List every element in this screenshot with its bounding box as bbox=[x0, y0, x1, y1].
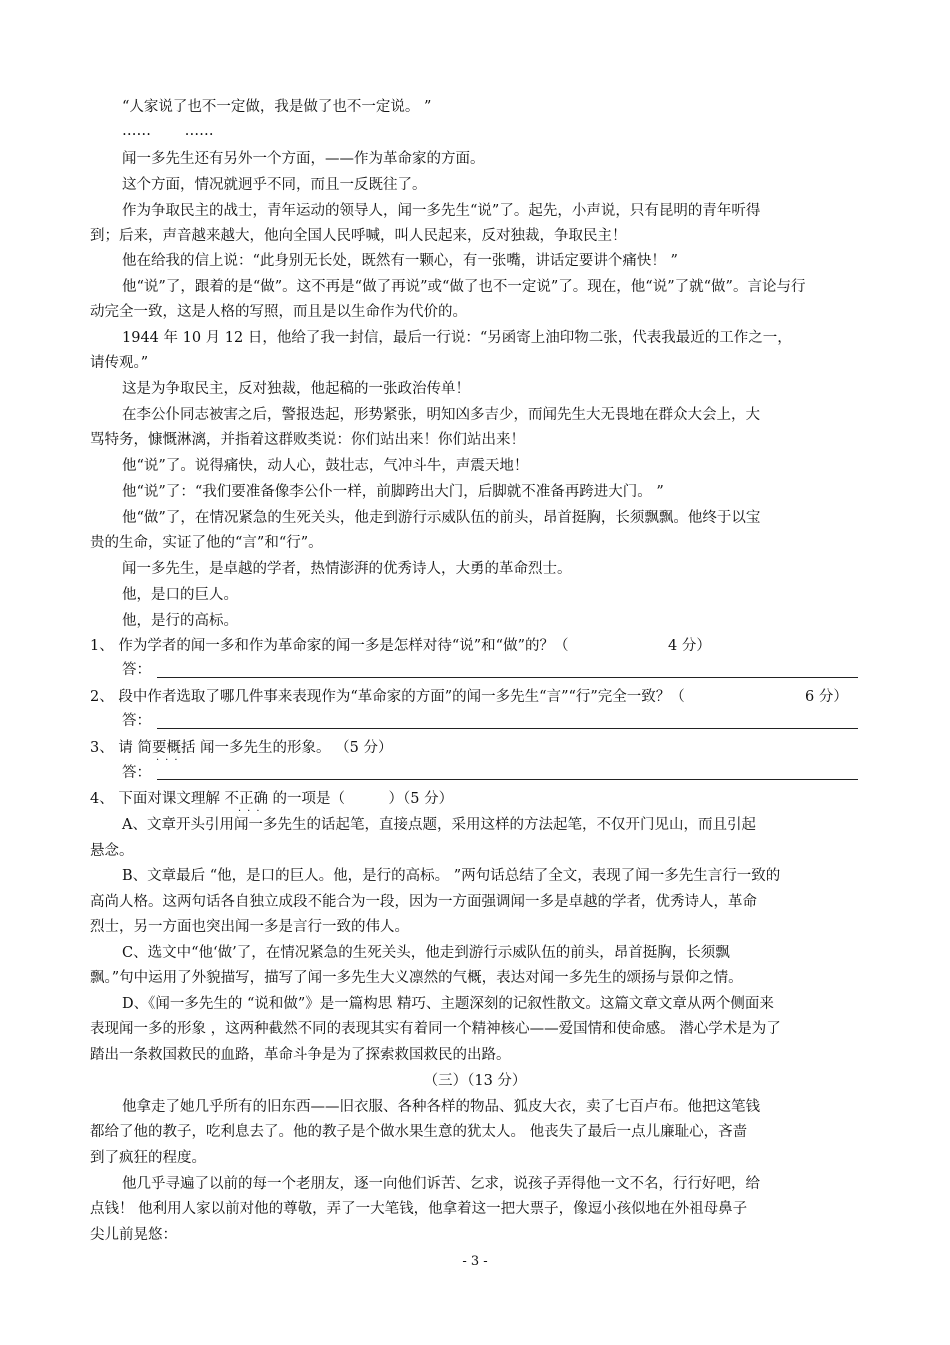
section3-line: 尖儿前晃悠： bbox=[90, 1227, 177, 1243]
passage-line: 请传观。” bbox=[90, 355, 149, 371]
section3-line: 他拿走了她几乎所有的旧东西——旧衣服、各种各样的物品、狐皮大衣，卖了七百卢布。他把这笔钱 bbox=[122, 1099, 760, 1115]
passage-line: 动完全一致，这是人格的写照，而且是以生命作为代价的。 bbox=[90, 304, 467, 320]
passage-line: 骂特务，慷慨淋漓，并指着这群败类说：你们站出来！你们站出来！ bbox=[90, 432, 525, 448]
passage-line: 这个方面，情况就迥乎不同，而且一反既往了。 bbox=[122, 177, 427, 193]
page-number: - 3 - bbox=[462, 1254, 488, 1269]
answer-line-2[interactable] bbox=[157, 728, 858, 729]
passage-line: 闻一多先生还有另外一个方面，——作为革命家的方面。 bbox=[122, 151, 485, 167]
passage-line: 他“做”了，在情况紧急的生死关头，他走到游行示威队伍的前头，昂首挺胸，长须飘飘。他终于以宝 bbox=[122, 510, 761, 526]
option-d-cont: 表现闻一多的形象 ，这两种截然不同的表现其实有着同一个精神核心——爱国情和使命感。 潜心学术是为了 bbox=[90, 1021, 781, 1037]
passage-line: 他“说”了。说得痛快，动人心，鼓壮志，气冲斗牛，声震天地！ bbox=[122, 458, 529, 474]
section3-line: 他几乎寻遍了以前的每一个老朋友，逐一向他们诉苦、乞求，说孩子弄得他一文不名，行行好吧，给 bbox=[122, 1176, 760, 1192]
option-c: C、选文中“他‘做’了，在情况紧急的生死关头，他走到游行示威队伍的前头，昂首挺胸，长须飘 bbox=[122, 945, 730, 961]
passage-line: 这是为争取民主，反对独裁，他起稿的一张政治传单！ bbox=[122, 381, 470, 397]
section-heading: （三）（13 分） bbox=[423, 1073, 527, 1089]
option-b-cont: 烈士，另一方面也突出闻一多是言行一致的伟人。 bbox=[90, 919, 409, 935]
passage-line: 作为争取民主的战士，青年运动的领导人，闻一多先生“说”了。起先，小声说，只有昆明的青年听得 bbox=[122, 203, 761, 219]
question-1: 1、 作为学者的闻一多和作为革命家的闻一多是怎样对待“说”和“做”的？（ bbox=[90, 638, 569, 654]
option-a: A、文章开头引用闻一多先生的话起笔，直接点题，采用这样的方法起笔，不仅开门见山，而且引起 bbox=[122, 817, 756, 833]
passage-line: 在李公仆同志被害之后，警报迭起，形势紧张，明知凶多吉少，而闻先生大无畏地在群众大会上，大 bbox=[122, 407, 760, 423]
question-4: 4、 下面对课文理解 不正确 的一项是（ ）（5 分） bbox=[90, 791, 454, 807]
section3-line: 点钱！ 他利用人家以前对他的尊敬，弄了一大笔钱，他拿着这一把大票子，像逗小孩似地在外祖母鼻子 bbox=[90, 1201, 748, 1217]
option-c-cont: 飘。”句中运用了外貌描写，描写了闻一多先生大义凛然的气概，表达对闻一多先生的颂扬与景仰之情。 bbox=[90, 970, 743, 986]
passage-line: 闻一多先生，是卓越的学者，热情澎湃的优秀诗人，大勇的革命烈士。 bbox=[122, 561, 572, 577]
passage-line: 1944 年 10 月 12 日，他给了我一封信，最后一行说：“另函寄上油印物二张，代表我最近的工作之一， bbox=[122, 330, 792, 346]
option-d: D、《闻一多先生的 “说和做”》是一篇构思 精巧、主题深刻的记叙性散文。这篇文章文章从两个侧面来 bbox=[122, 996, 774, 1012]
passage-line: 他，是口的巨人。 bbox=[122, 587, 238, 603]
passage-line: 他“说”了，跟着的是“做”。这不再是“做了再说”或“做了也不一定说”了。现在，他“说”了就“做”。言论与行 bbox=[122, 279, 806, 295]
answer-line-1[interactable] bbox=[157, 677, 858, 678]
passage-line: “人家说了也不一定做，我是做了也不一定说。 ” bbox=[122, 99, 432, 115]
passage-line: 他在给我的信上说：“此身别无长处，既然有一颗心，有一张嘴，讲话定要讲个痛快！ ” bbox=[122, 253, 678, 269]
question-2: 2、 段中作者选取了哪几件事来表现作为“革命家的方面”的闻一多先生“言”“行”完全一致？（ bbox=[90, 689, 685, 705]
question-2-score: 6 分） bbox=[805, 689, 848, 705]
option-d-cont: 踏出一条救国救民的血路，革命斗争是为了探索救国救民的出路。 bbox=[90, 1047, 511, 1063]
answer-label: 答： bbox=[122, 765, 151, 781]
passage-line: …… …… bbox=[122, 123, 214, 139]
section3-line: 到了疯狂的程度。 bbox=[90, 1150, 206, 1166]
answer-label: 答： bbox=[122, 662, 151, 678]
question-3: 3、 请 简要概括 闻一多先生的形象。 （5 分） bbox=[90, 740, 393, 756]
passage-line: 他，是行的高标。 bbox=[122, 613, 238, 629]
answer-line-3[interactable] bbox=[157, 779, 858, 780]
option-b: B、文章最后 “他，是口的巨人。他，是行的高标。 ”两句话总结了全文，表现了闻一多先生言行一致的 bbox=[122, 868, 781, 884]
section3-line: 都给了他的教子，吃利息去了。他的教子是个做水果生意的犹太人。 他丧失了最后一点儿廉耻心，吝啬 bbox=[90, 1124, 748, 1140]
question-1-score: 4 分） bbox=[668, 638, 711, 654]
answer-label: 答： bbox=[122, 713, 151, 729]
passage-line: 贵的生命，实证了他的“言”和“行”。 bbox=[90, 535, 323, 551]
emphasis-dots: ··· bbox=[156, 755, 184, 766]
passage-line: 他“说”了：“我们要准备像李公仆一样，前脚跨出大门，后脚就不准备再跨进大门。 ” bbox=[122, 484, 664, 500]
option-b-cont: 高尚人格。这两句话各自独立成段不能合为一段，因为一方面强调闻一多是卓越的学者，优秀诗人，革命 bbox=[90, 894, 757, 910]
emphasis-dots: ··· bbox=[238, 806, 266, 817]
passage-line: 到；后来，声音越来越大，他向全国人民呼喊，叫人民起来，反对独裁，争取民主！ bbox=[90, 228, 627, 244]
option-a-cont: 悬念。 bbox=[90, 843, 134, 859]
